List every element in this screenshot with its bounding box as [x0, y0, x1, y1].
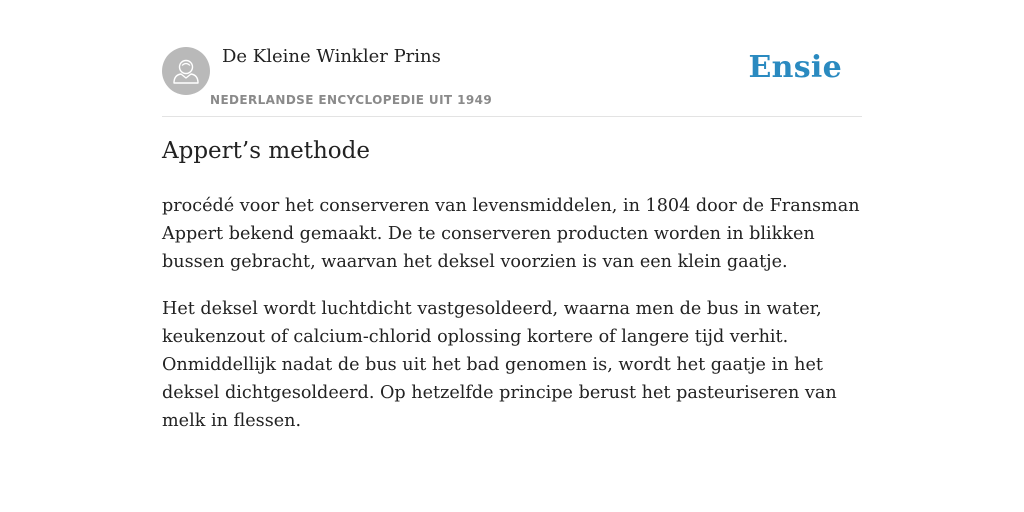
entry-paragraph-1: procédé voor het conserveren van levensmiddelen, in 1804 door de Fransman Appert bekend gemaakt. De te conserveren producten worden in blikken bussen gebracht, waarvan het deksel voorzien is van een klein gaatje. — [162, 196, 860, 272]
entry-title: Appert’s methode — [162, 138, 370, 164]
user-icon — [162, 47, 210, 95]
ensie-logo[interactable]: Ensie — [748, 50, 842, 85]
source-avatar[interactable] — [162, 47, 210, 95]
source-title[interactable]: De Kleine Winkler Prins — [222, 46, 441, 67]
page — [162, 0, 862, 431]
source-subtitle: NEDERLANDSE ENCYCLOPEDIE UIT 1949 — [210, 93, 493, 107]
entry-paragraph-2: Het deksel wordt luchtdicht vastgesoldeerd, waarna men de bus in water, keukenzout of calcium-chlorid oplossing kortere of langere tijd verhit. Onmiddellijk nadat de bus uit het bad genomen is, wordt het gaatje in het deksel dichtgesoldeerd. Op hetzelfde principe berust het pasteuriseren van melk in flessen. — [162, 299, 837, 431]
page-header — [162, 0, 862, 117]
